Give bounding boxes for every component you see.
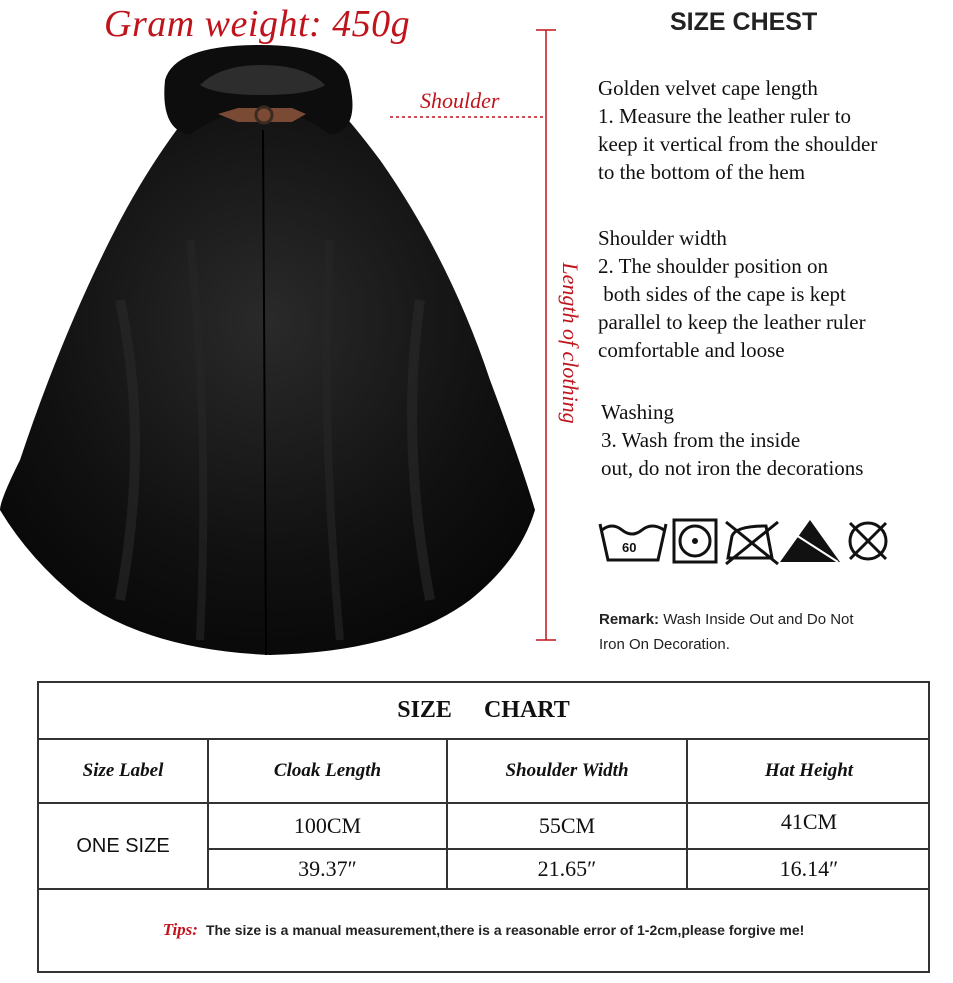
care-icons [596,512,896,572]
cape-length-line: 1. Measure the leather ruler to [598,104,852,128]
cape-length-title: Golden velvet cape length [598,76,818,100]
header-hat-height: Hat Height [764,760,854,781]
tips-note [39,888,928,971]
tumble-dry-icon [674,520,716,562]
hat-height-cm: 41CM [780,809,838,834]
shoulder-line: 2. The shoulder position on [598,254,829,278]
tips-label: Tips: [162,919,198,939]
header-cloak-length: Cloak Length [273,760,382,781]
gram-weight-title: Gram weight: 450g [104,3,411,45]
length-of-clothing-label: Length of clothing [558,262,583,424]
wash-60-icon [600,524,666,560]
washing-line: out, do not iron the decorations [601,456,864,480]
measurement-lines [380,20,570,650]
shoulder-line: both sides of the cape is kept [598,282,846,306]
header-shoulder-width: Shoulder Width [505,760,629,781]
remark-note [599,607,854,657]
tips-text: The size is a manual measurement,there is a reasonable error of 1-2cm,please forgive me! [205,921,805,938]
cloak-length-cm: 100CM [293,813,362,838]
cloak-length-inch: 39.37″ [298,856,357,881]
size-label-value: ONE SIZE [76,834,170,857]
no-iron-icon [726,522,778,564]
bleach-icon [780,520,840,562]
cape-length-info [598,74,877,186]
shoulder-line: parallel to keep the leather ruler [598,310,866,334]
shoulder-title: Shoulder width [598,226,727,250]
remark-text: Iron On Decoration. [599,636,730,653]
shoulder-label: Shoulder [420,88,500,113]
remark-label: Remark: [599,611,660,628]
washing-title: Washing [601,400,674,424]
svg-text:60: 60 [622,540,637,555]
size-chart-table [37,681,930,973]
shoulder-width-cm: 55CM [538,813,596,838]
cape-length-line: keep it vertical from the shoulder [598,132,878,156]
shoulder-line: comfortable and loose [598,338,785,362]
shoulder-width-info [598,224,866,364]
cape-length-line: to the bottom of the hem [598,160,806,184]
header-size-label: Size Label [82,760,164,781]
hat-height-inch: 16.14″ [779,856,839,881]
size-chest-heading: SIZE CHEST [670,8,818,36]
washing-line: 3. Wash from the inside [601,428,801,452]
remark-text: Wash Inside Out and Do Not [659,611,854,628]
no-dry-clean-icon [850,523,886,559]
size-chart-title: SIZE CHART [39,683,928,740]
shoulder-width-inch: 21.65″ [537,856,597,881]
washing-info [601,398,863,482]
